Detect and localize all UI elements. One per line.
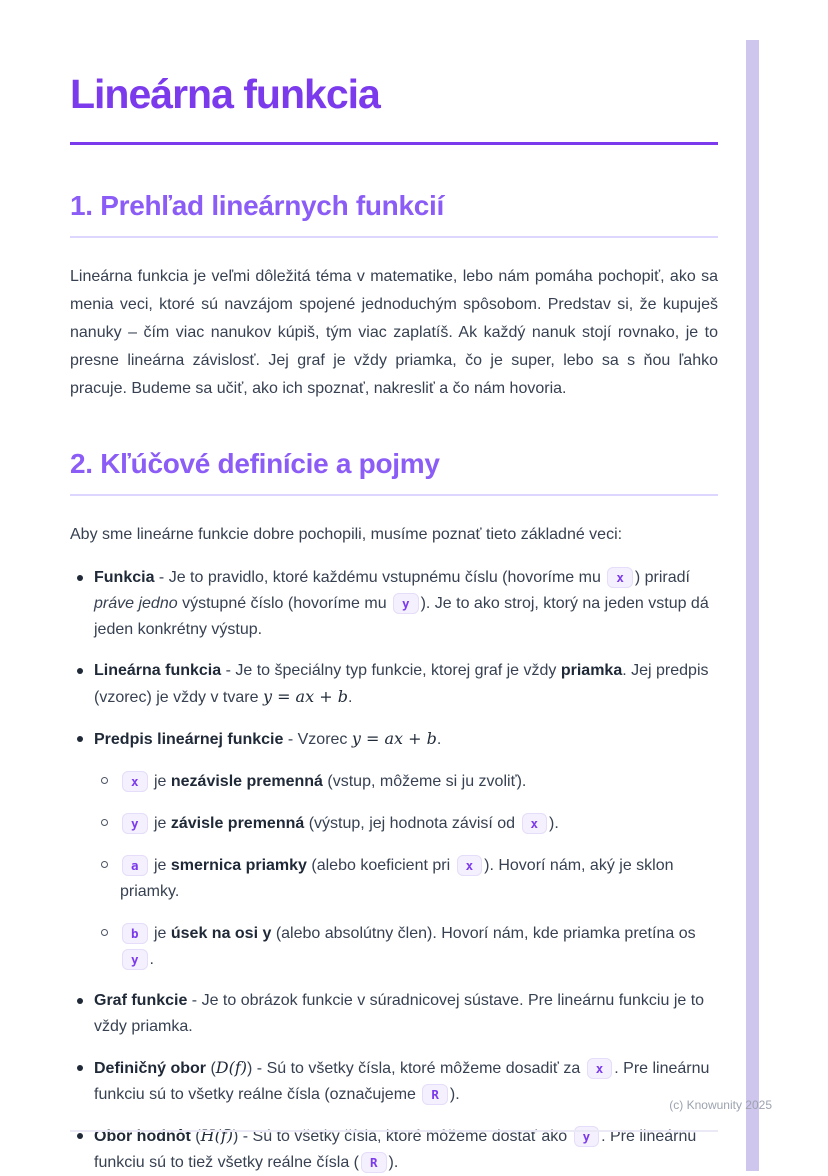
- section-overview: [70, 189, 718, 403]
- math-expression: y = ax + b: [351, 729, 437, 748]
- inline-code-chip: R: [422, 1084, 448, 1105]
- term-bold: priamka: [560, 662, 623, 679]
- inline-code-chip: y: [574, 1126, 600, 1147]
- list-item: Definičný obor (D(f)) - Sú to všetky čísla, ktoré môžeme dosadiť za x . Pre lineárnu funkciu sú to všetky reálne čísla (označujeme R ).: [94, 1055, 718, 1108]
- section-1-heading: 1. Prehľad lineárnych funkcií: [70, 190, 444, 221]
- section-1-paragraph: Lineárna funkcia je veľmi dôležitá téma v matematike, lebo nám pomáha pochopiť, ako sa menia veci, ktoré sú navzájom spojené jednoduchým spôsobom. Predstav si, že kupuješ nanuky – čím viac nanukov kúpiš, tým viac zaplatíš. Ak každý nanuk stojí rovnako, je to presne lineárna závislosť. Jej graf je vždy priamka, čo je super, lebo sa s ňou ľahko pracuje. Budeme sa učiť, ako ich spoznať, nakresliť a čo nám hovoria.: [70, 268, 718, 397]
- sub-list-item: a je smernica priamky (alebo koeficient pri x ). Hovorí nám, aký je sklon priamky.: [120, 853, 718, 905]
- inline-code-chip: a: [122, 855, 148, 876]
- inline-code-chip: y: [393, 593, 419, 614]
- inline-code-chip: R: [361, 1152, 387, 1173]
- term-bold: závisle premenná: [170, 815, 305, 832]
- inline-code-chip: x: [607, 567, 633, 588]
- inline-code-chip: b: [122, 923, 148, 944]
- section-2-intro: Aby sme lineárne funkcie dobre pochopili, musíme poznať tieto základné veci:: [70, 526, 623, 543]
- term-bold: Funkcia: [94, 569, 155, 586]
- list-item: Funkcia - Je to pravidlo, ktoré každému vstupnému číslu (hovoríme mu x ) priradí práve jedno výstupné číslo (hovoríme mu y ). Je to ako stroj, ktorý na jeden vstup dá jeden konkrétny výstup.: [94, 565, 718, 643]
- math-expression: H(f): [200, 1126, 233, 1145]
- sub-list-item: y je závisle premenná (výstup, jej hodnota závisí od x ).: [120, 811, 718, 837]
- sub-list-item: x je nezávisle premenná (vstup, môžeme si ju zvoliť).: [120, 769, 718, 795]
- emphasis-text: práve jedno: [94, 595, 178, 612]
- sub-list: [94, 769, 718, 973]
- side-accent-bar: [746, 40, 759, 1171]
- section-1-divider: [70, 236, 718, 238]
- inline-code-chip: x: [457, 855, 483, 876]
- term-bold: Predpis lineárnej funkcie: [94, 731, 284, 748]
- section-2-heading: 2. Kľúčové definície a pojmy: [70, 448, 440, 479]
- copyright-text: (c) Knowunity 2025: [669, 1098, 772, 1112]
- page-bottom-divider: [70, 1130, 718, 1132]
- term-bold: nezávisle premenná: [170, 773, 323, 790]
- title-divider: [70, 142, 718, 145]
- term-bold: Definičný obor: [94, 1060, 207, 1077]
- term-bold: smernica priamky: [170, 857, 307, 874]
- inline-code-chip: x: [522, 813, 548, 834]
- list-item: Predpis lineárnej funkcie - Vzorec y = ax + b. x je nezávisle premenná (vstup, môžeme si ju zvoliť). y je závisle premenná (výstup, jej hodnota závisí od x ). a je smernica priamky (alebo koeficient pri x ). Hovorí nám, aký je sklon priamky. b je úsek na osi y (alebo absolútny člen). Hovorí nám, kde priamka pretína os y .: [94, 726, 718, 973]
- list-item: Lineárna funkcia - Je to špeciálny typ funkcie, ktorej graf je vždy priamka. Jej predpis (vzorec) je vždy v tvare y = ax + b.: [94, 658, 718, 711]
- math-expression: y = ax + b: [262, 687, 348, 706]
- list-item: Graf funkcie - Je to obrázok funkcie v súradnicovej sústave. Pre lineárnu funkciu je to vždy priamka.: [94, 988, 718, 1040]
- list-item: Obor hodnôt (H(f)) - Sú to všetky čísla, ktoré môžeme dostať ako y . Pre lineárnu funkciu sú to tiež všetky reálne čísla ( R ).: [94, 1123, 718, 1176]
- inline-code-chip: y: [122, 813, 148, 834]
- section-definitions: [70, 447, 718, 1176]
- page-title: Lineárna funkcia: [70, 71, 380, 117]
- definitions-list: [70, 565, 718, 1176]
- term-bold: Obor hodnôt: [94, 1128, 191, 1145]
- term-bold: úsek na osi y: [170, 925, 272, 942]
- term-bold: Graf funkcie: [94, 992, 188, 1009]
- term-bold: Lineárna funkcia: [94, 662, 222, 679]
- math-expression: D(f): [215, 1058, 248, 1077]
- sub-list-item: b je úsek na osi y (alebo absolútny člen). Hovorí nám, kde priamka pretína os y .: [120, 921, 718, 973]
- inline-code-chip: y: [122, 949, 148, 970]
- inline-code-chip: x: [587, 1058, 613, 1079]
- inline-code-chip: x: [122, 771, 148, 792]
- section-2-divider: [70, 494, 718, 496]
